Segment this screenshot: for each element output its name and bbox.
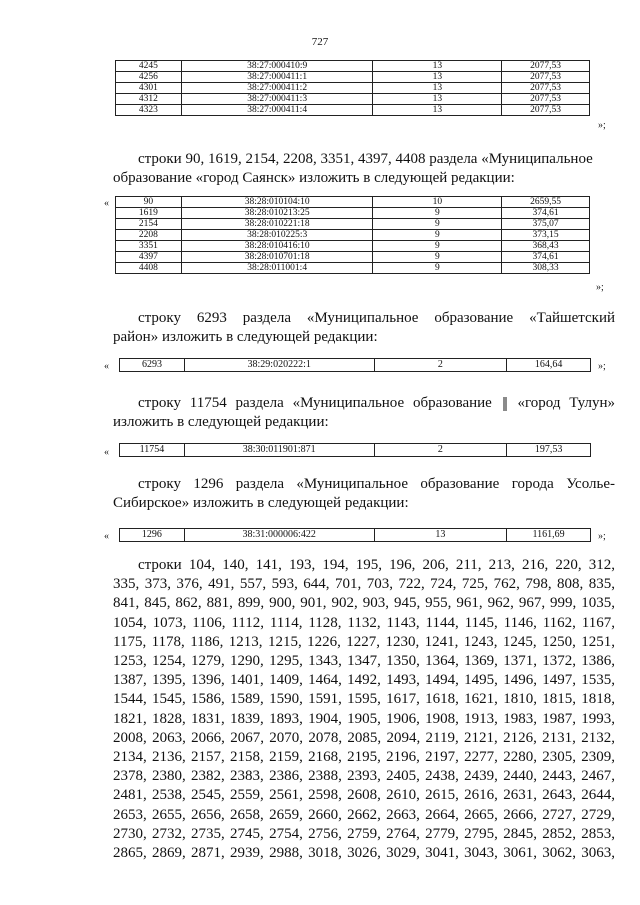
number-list-line: 2653, 2655, 2656, 2658, 2659, 2660, 2662, 2663, 2664, 2665, 2666, 2727, 2729, — [113, 806, 615, 823]
table-cell: 4245 — [116, 61, 182, 72]
number-list-line: 1387, 1395, 1396, 1401, 1409, 1464, 1492, 1493, 1494, 1495, 1496, 1497, 1535, — [113, 672, 615, 689]
table-cell: 1296 — [120, 529, 185, 542]
number-list-line: 335, 373, 376, 491, 557, 593, 644, 701, 703, 722, 724, 725, 762, 798, 808, 835, — [113, 576, 615, 593]
table-cell: 13 — [373, 72, 502, 83]
table-cell: 13 — [374, 529, 507, 542]
number-list-line: 2865, 2869, 2871, 2939, 2988, 3018, 3026, 3029, 3041, 3043, 3061, 3062, 3063, — [113, 845, 615, 862]
registry-table-2 — [115, 196, 590, 274]
paragraph-taishet — [113, 309, 615, 347]
table-row — [116, 197, 590, 208]
page-number: 727 — [311, 36, 329, 48]
number-list-line: 1054, 1073, 1106, 1112, 1114, 1128, 1132, 1143, 1144, 1145, 1146, 1162, 1167, — [113, 614, 615, 631]
table-cell: 38:28:010213:25 — [181, 208, 373, 219]
table-cell: 2 — [374, 359, 507, 372]
table-cell: 373,15 — [502, 230, 590, 241]
table-row — [116, 230, 590, 241]
number-list-line: 1175, 1178, 1186, 1213, 1215, 1226, 1227, 1230, 1241, 1243, 1245, 1250, 1251, — [113, 633, 615, 650]
table-row — [116, 252, 590, 263]
table-cell: 1161,69 — [507, 529, 591, 542]
table-cell: 13 — [373, 61, 502, 72]
number-list-line: 2008, 2063, 2066, 2067, 2070, 2078, 2085, 2094, 2119, 2121, 2126, 2131, 2132, — [113, 729, 615, 746]
paragraph-text: «город Тулун» — [517, 395, 616, 411]
table-row — [116, 61, 590, 72]
table-cell: 13 — [373, 105, 502, 116]
table-cell: 2077,53 — [502, 61, 590, 72]
table5-close-quote: »; — [598, 531, 606, 542]
table2-open-quote: « — [104, 198, 109, 209]
table-cell: 13 — [373, 94, 502, 105]
table-cell: 38:27:000411:4 — [181, 105, 373, 116]
number-list-line: 2134, 2136, 2157, 2158, 2159, 2168, 2195, 2196, 2197, 2277, 2280, 2305, 2309, — [113, 749, 615, 766]
table-cell: 197,53 — [507, 444, 591, 457]
paragraph-line: строку 1296 раздела «Муниципальное образование города Усолье- — [138, 476, 615, 492]
table-row — [116, 263, 590, 274]
table-cell: 375,07 — [502, 219, 590, 230]
table1-close-quote: »; — [598, 120, 606, 131]
table-cell: 38:28:010221:18 — [181, 219, 373, 230]
table-cell: 4301 — [116, 83, 182, 94]
highlight-marker-icon — [503, 397, 507, 411]
table-cell: 38:28:011001:4 — [181, 263, 373, 274]
table-cell: 164,64 — [507, 359, 591, 372]
table-row — [116, 241, 590, 252]
table-row — [116, 105, 590, 116]
table-row — [116, 208, 590, 219]
registry-table-4 — [119, 443, 591, 457]
table-cell: 3351 — [116, 241, 182, 252]
table2-close-quote: »; — [596, 282, 604, 293]
table3-open-quote: « — [104, 361, 109, 372]
table-cell: 90 — [116, 197, 182, 208]
table-cell: 368,43 — [502, 241, 590, 252]
table-cell: 9 — [373, 263, 502, 274]
paragraph-line: образование «город Саянск» изложить в следующей редакции: — [113, 170, 515, 186]
table-cell: 374,61 — [502, 208, 590, 219]
paragraph-line — [113, 394, 615, 413]
table3-close-quote: »; — [598, 361, 606, 372]
paragraph-line: строку 6293 раздела «Муниципальное образование «Тайшетский — [138, 310, 615, 326]
row-number-list — [113, 556, 615, 863]
table-cell: 9 — [373, 241, 502, 252]
table-row — [116, 94, 590, 105]
table4-open-quote: « — [104, 447, 109, 458]
number-list-line: 841, 845, 862, 881, 899, 900, 901, 902, 903, 945, 955, 961, 962, 967, 999, 1035, — [113, 595, 615, 612]
table-cell: 2208 — [116, 230, 182, 241]
table-cell: 9 — [373, 219, 502, 230]
paragraph-line: строки 90, 1619, 2154, 2208, 3351, 4397, 4408 раздела «Муниципальное — [138, 151, 593, 167]
number-list-line: 1253, 1254, 1279, 1290, 1295, 1343, 1347, 1350, 1364, 1369, 1371, 1372, 1386, — [113, 653, 615, 670]
registry-table-5 — [119, 528, 591, 542]
number-list-line: 2730, 2732, 2735, 2745, 2754, 2756, 2759, 2764, 2779, 2795, 2845, 2852, 2853, — [113, 825, 615, 842]
table-cell: 2077,53 — [502, 94, 590, 105]
paragraph-line: изложить в следующей редакции: — [113, 414, 329, 430]
table-row — [116, 219, 590, 230]
paragraph-line: Сибирское» изложить в следующей редакции: — [113, 495, 409, 511]
table-cell: 374,61 — [502, 252, 590, 263]
table-row — [120, 529, 591, 542]
table-cell: 2659,55 — [502, 197, 590, 208]
table-cell: 38:27:000410:9 — [181, 61, 373, 72]
table-cell: 4312 — [116, 94, 182, 105]
table-cell: 2 — [374, 444, 507, 457]
table-cell: 38:28:010416:10 — [181, 241, 373, 252]
table-cell: 38:28:010225:3 — [181, 230, 373, 241]
table-cell: 38:27:000411:2 — [181, 83, 373, 94]
table-row — [120, 359, 591, 372]
table-cell: 11754 — [120, 444, 185, 457]
registry-table-1 — [115, 60, 590, 116]
table-cell: 10 — [373, 197, 502, 208]
table-cell: 4408 — [116, 263, 182, 274]
table-cell: 38:30:011901:871 — [184, 444, 374, 457]
table-cell: 2154 — [116, 219, 182, 230]
table-cell: 38:28:010104:10 — [181, 197, 373, 208]
table-cell: 38:27:000411:3 — [181, 94, 373, 105]
table-cell: 4323 — [116, 105, 182, 116]
table-cell: 9 — [373, 230, 502, 241]
table-row — [120, 444, 591, 457]
table-cell: 4256 — [116, 72, 182, 83]
paragraph-line: район» изложить в следующей редакции: — [113, 329, 378, 345]
table-cell: 2077,53 — [502, 105, 590, 116]
table-cell: 308,33 — [502, 263, 590, 274]
table-row — [116, 72, 590, 83]
table-cell: 38:28:010701:18 — [181, 252, 373, 263]
table-cell: 9 — [373, 252, 502, 263]
number-list-line: 1821, 1828, 1831, 1839, 1893, 1904, 1905, 1906, 1908, 1913, 1983, 1987, 1993, — [113, 710, 615, 727]
table-row — [116, 83, 590, 94]
number-list-line: 1544, 1545, 1586, 1589, 1590, 1591, 1595, 1617, 1618, 1621, 1810, 1815, 1818, — [113, 691, 615, 708]
table-cell: 4397 — [116, 252, 182, 263]
registry-table-3 — [119, 358, 591, 372]
table-cell: 38:31:000006:422 — [184, 529, 374, 542]
table-cell: 6293 — [120, 359, 185, 372]
paragraph-tulun — [113, 394, 615, 432]
table-cell: 2077,53 — [502, 72, 590, 83]
table-cell: 38:27:000411:1 — [181, 72, 373, 83]
table-cell: 38:29:020222:1 — [184, 359, 374, 372]
paragraph-sayansk — [113, 150, 615, 188]
number-list-line: строки 104, 140, 141, 193, 194, 195, 196, 206, 211, 213, 216, 220, 312, — [138, 557, 615, 573]
table-cell: 13 — [373, 83, 502, 94]
paragraph-text: строку 11754 раздела «Муниципальное образование — [138, 395, 492, 411]
number-list-line: 2378, 2380, 2382, 2383, 2386, 2388, 2393, 2405, 2438, 2439, 2440, 2443, 2467, — [113, 768, 615, 785]
table-cell: 2077,53 — [502, 83, 590, 94]
table5-open-quote: « — [104, 531, 109, 542]
table-cell: 9 — [373, 208, 502, 219]
paragraph-usolye — [113, 475, 615, 513]
number-list-line: 2481, 2538, 2545, 2559, 2561, 2598, 2608, 2610, 2615, 2616, 2631, 2643, 2644, — [113, 787, 615, 804]
table-cell: 1619 — [116, 208, 182, 219]
